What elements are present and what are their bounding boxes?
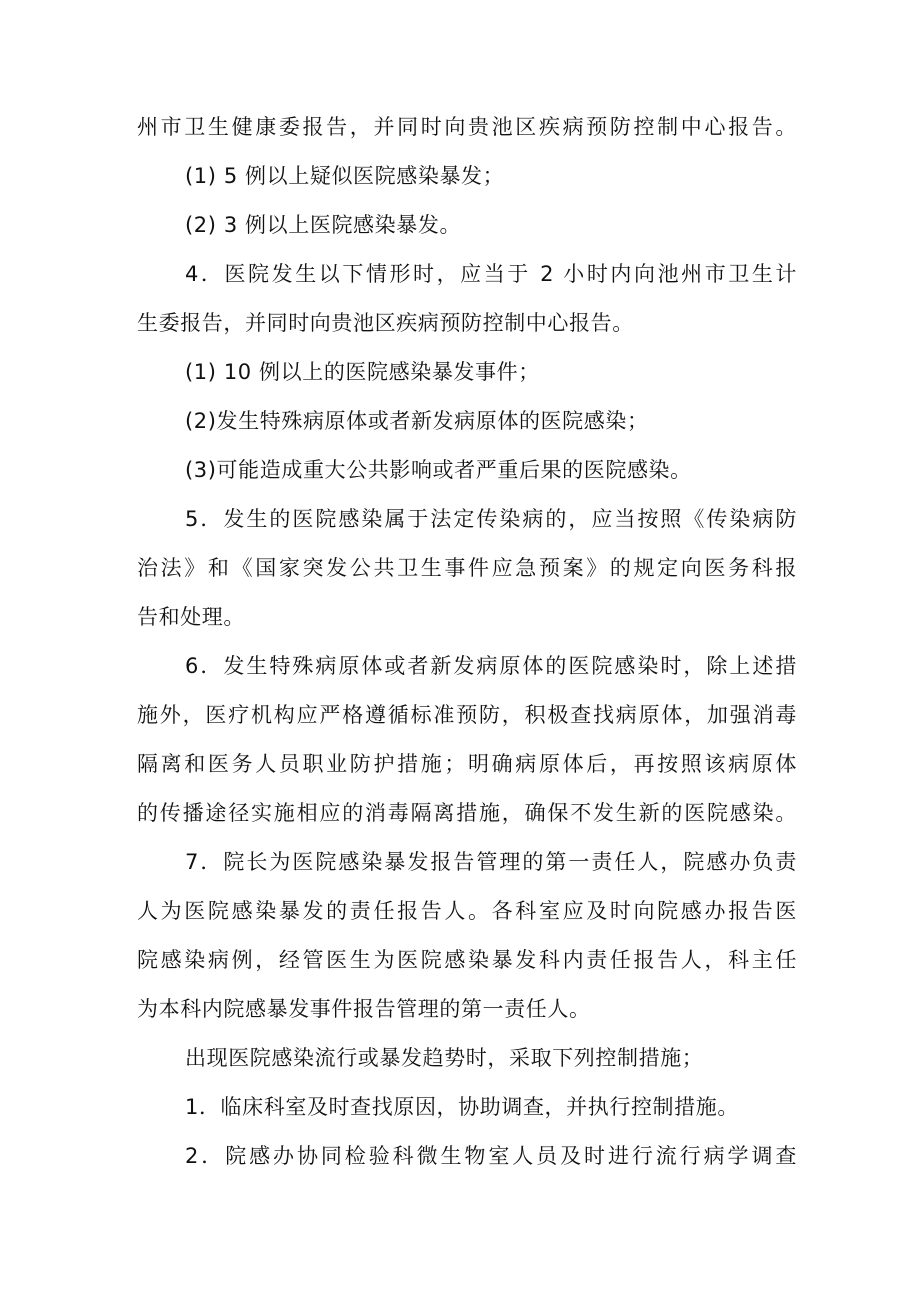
text-line: (1) 5 例以上疑似医院感染暴发；	[185, 164, 505, 188]
text-line: 告和处理。	[137, 605, 245, 629]
text-line: 7．院长为医院感染暴发报告管理的第一责任人，院感办负责	[185, 850, 797, 874]
text-line: 为本科内院感暴发事件报告管理的第一责任人。	[137, 997, 591, 1021]
text-line: (1) 10 例以上的医院感染暴发事件；	[185, 360, 540, 384]
text-line: (3)可能造成重大公共影响或者严重后果的医院感染。	[185, 458, 692, 482]
text-line: 出现医院感染流行或暴发趋势时，采取下列控制措施；	[185, 1046, 704, 1070]
text-line: 隔离和医务人员职业防护措施；明确病原体后，再按照该病原体	[137, 752, 797, 776]
text-line: 人为医院感染暴发的责任报告人。各科室应及时向院感办报告医	[137, 899, 797, 923]
text-line: 2．院感办协同检验科微生物室人员及时进行流行病学调查	[185, 1144, 797, 1168]
document-body	[137, 103, 797, 1181]
text-line: 州市卫生健康委报告，并同时向贵池区疾病预防控制中心报告。	[137, 115, 797, 139]
text-line: (2)发生特殊病原体或者新发病原体的医院感染；	[185, 409, 649, 433]
text-line: 生委报告，并同时向贵池区疾病预防控制中心报告。	[137, 311, 634, 335]
text-line: 的传播途径实施相应的消毒隔离措施，确保不发生新的医院感染。	[137, 801, 797, 825]
text-line: 4．医院发生以下情形时，应当于 2 小时内向池州市卫生计	[185, 262, 797, 286]
text-line: 治法》和《国家突发公共卫生事件应急预案》的规定向医务科报	[137, 556, 797, 580]
text-line: 6．发生特殊病原体或者新发病原体的医院感染时，除上述措	[185, 654, 797, 678]
text-line: 5．发生的医院感染属于法定传染病的，应当按照《传染病防	[185, 507, 797, 531]
text-line: 1．临床科室及时查找原因，协助调查，并执行控制措施。	[185, 1095, 739, 1119]
text-line: 院感染病例，经管医生为医院感染暴发科内责任报告人，科主任	[137, 948, 797, 972]
text-line: 施外，医疗机构应严格遵循标准预防，积极查找病原体，加强消毒	[137, 703, 797, 727]
text-line: (2) 3 例以上医院感染暴发。	[185, 213, 462, 237]
